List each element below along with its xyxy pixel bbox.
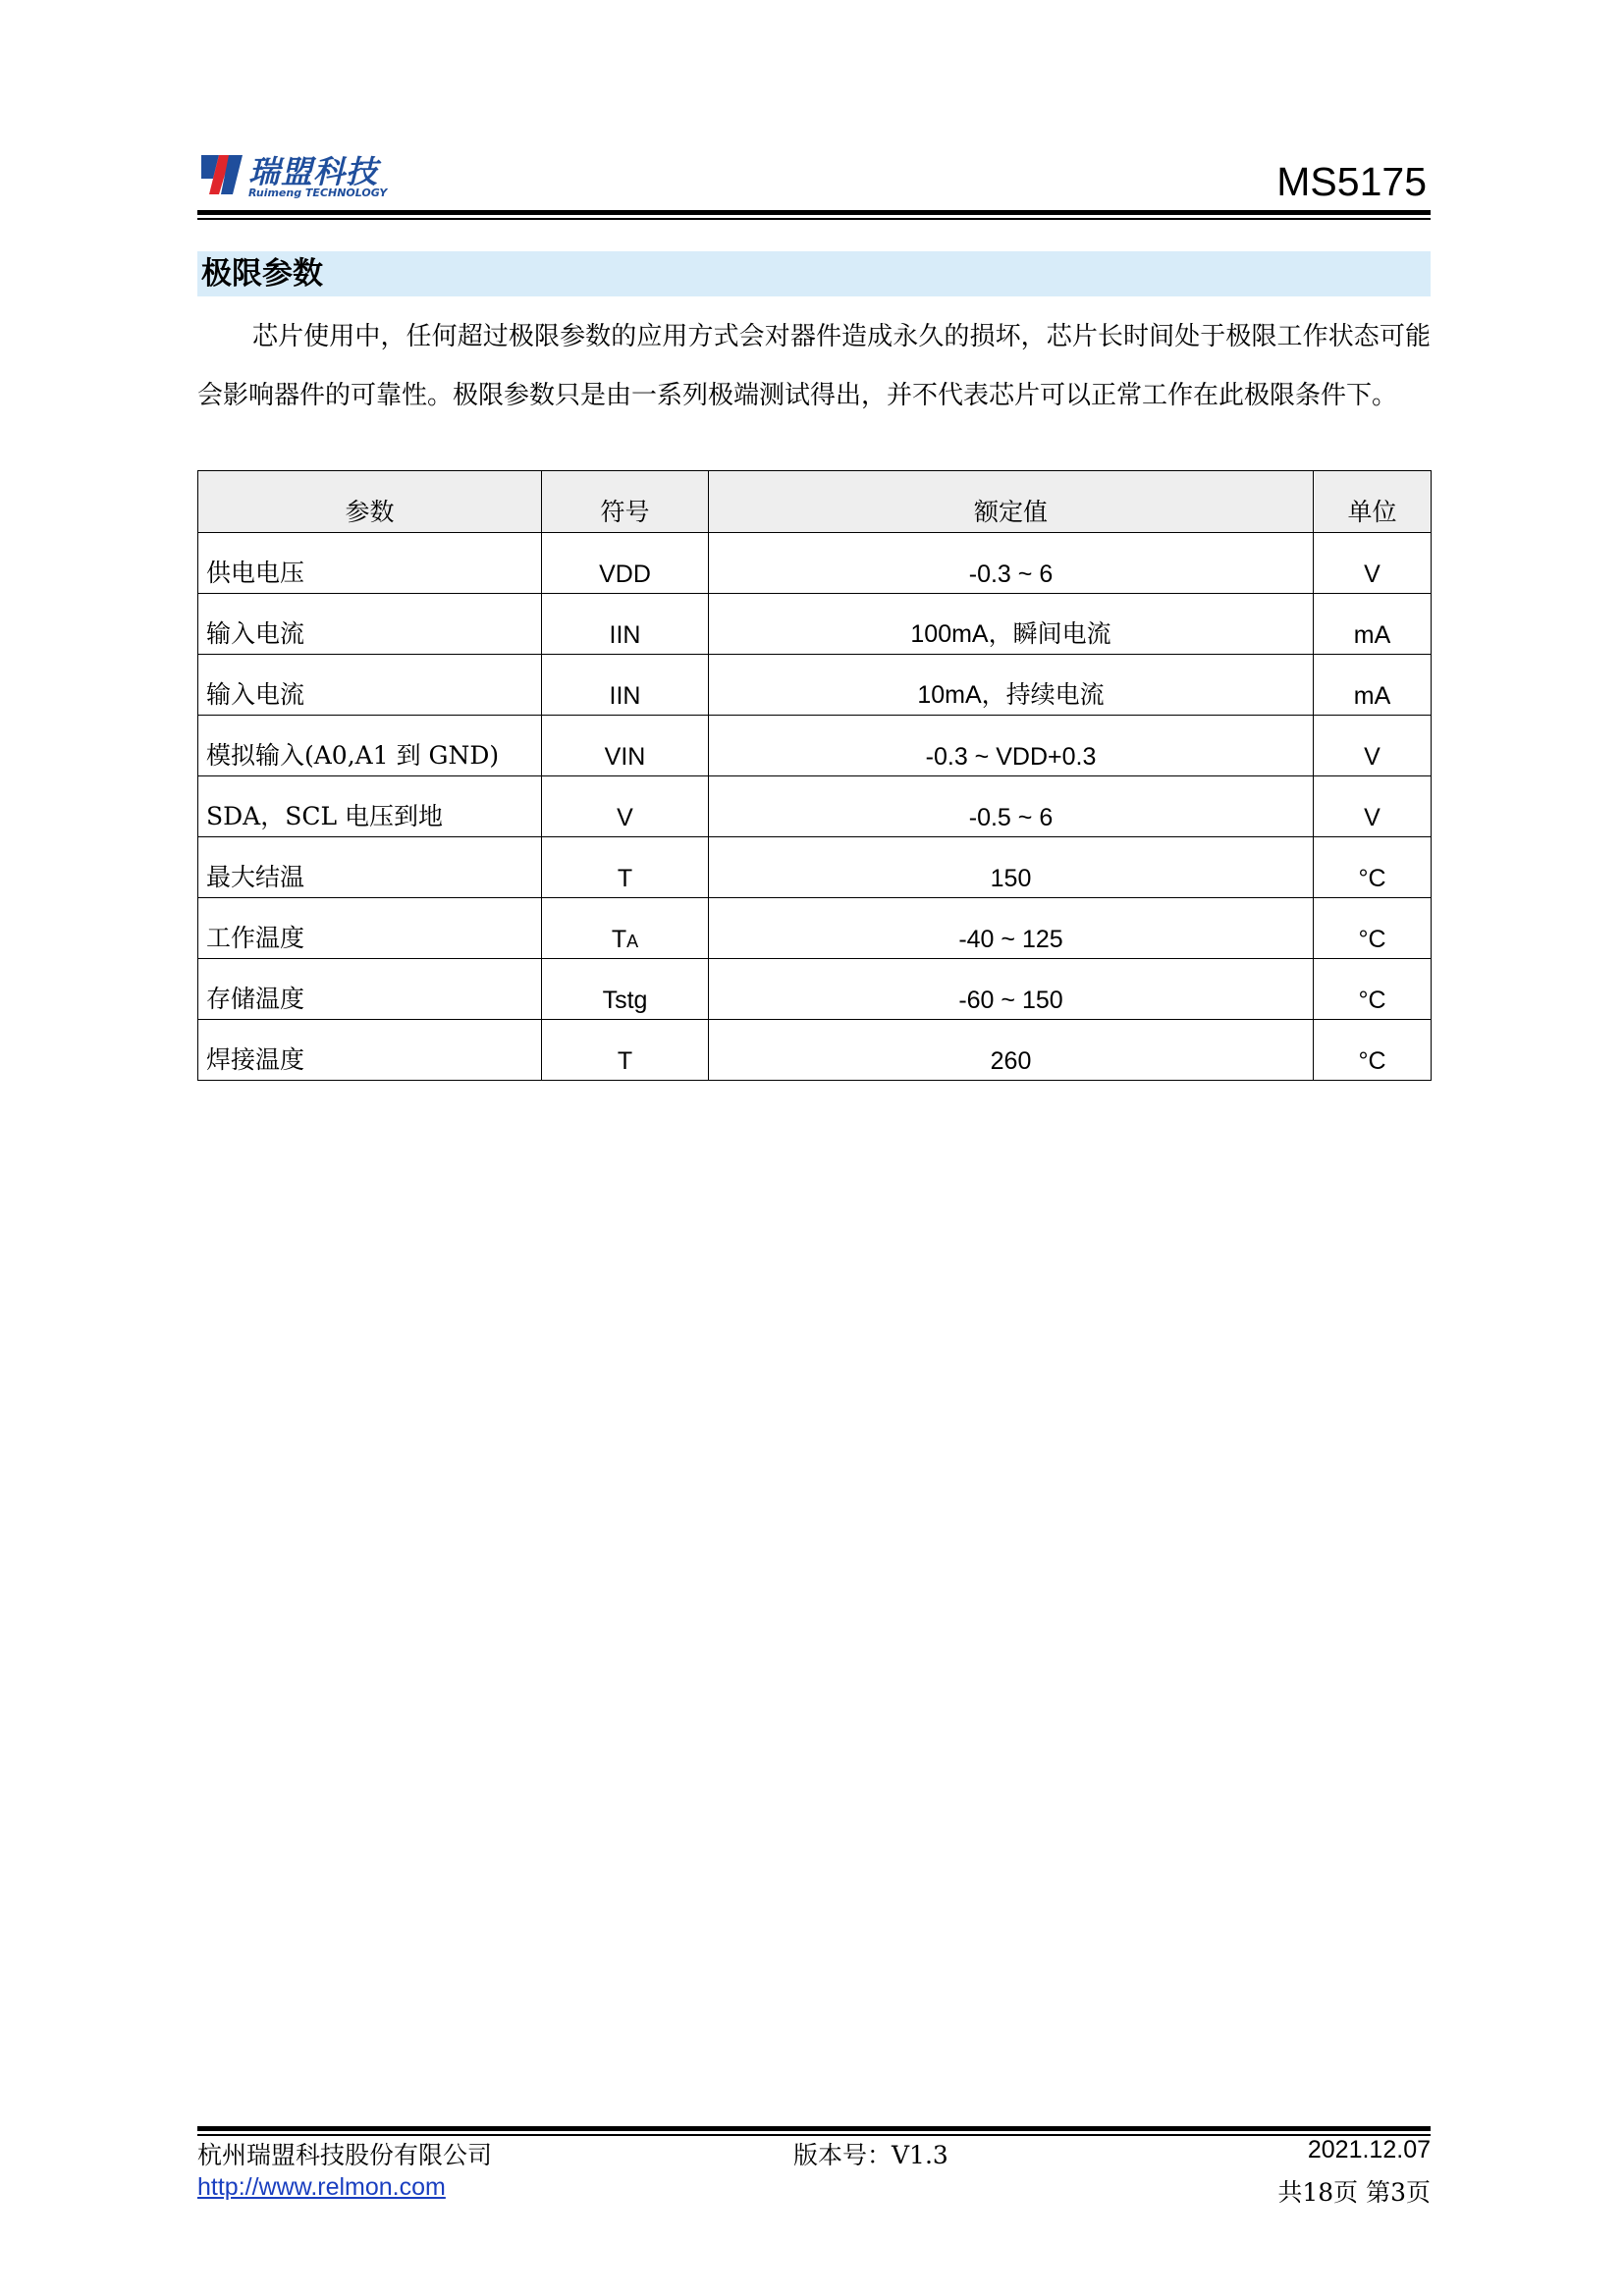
table-row (198, 716, 1432, 776)
company-logo (197, 147, 413, 202)
header-param: 参数 (198, 471, 542, 533)
table-row (198, 1020, 1432, 1081)
cell-value: -0.3 ~ VDD+0.3 (709, 716, 1314, 776)
header-rule-thick (197, 210, 1431, 215)
table-row (198, 959, 1432, 1020)
table-row (198, 533, 1432, 594)
footer-version: 版本号：V1.3 (793, 2141, 948, 2169)
absolute-max-ratings-table (197, 470, 1432, 1081)
cell-param: 模拟输入(A0,A1 到 GND) (198, 716, 542, 776)
header-value: 额定值 (709, 471, 1314, 533)
cell-param: 最大结温 (198, 837, 542, 898)
cell-param: 存储温度 (198, 959, 542, 1020)
cell-symbol: IIN (542, 594, 709, 655)
cell-param: 输入电流 (198, 594, 542, 655)
table-row (198, 655, 1432, 716)
logo-english-name: Ruimeng TECHNOLOGY (248, 187, 388, 199)
cell-param: 供电电压 (198, 533, 542, 594)
cell-param: 工作温度 (198, 898, 542, 959)
cell-unit: V (1314, 776, 1432, 837)
cell-symbol: T (542, 837, 709, 898)
section-paragraph: 芯片使用中，任何超过极限参数的应用方式会对器件造成永久的损坏，芯片长时间处于极限工作状态可能会影响器件的可靠性。极限参数只是由一系列极端测试得出，并不代表芯片可以正常工作在此极限条件下。 (197, 322, 1431, 410)
cell-param: 焊接温度 (198, 1020, 542, 1081)
cell-unit: V (1314, 533, 1432, 594)
cell-unit: °C (1314, 959, 1432, 1020)
symbol-subscript: A (626, 932, 639, 951)
table-row (198, 898, 1432, 959)
cell-symbol: IIN (542, 655, 709, 716)
footer-date: 2021.12.07 (1307, 2136, 1431, 2163)
cell-unit: °C (1314, 1020, 1432, 1081)
cell-unit: mA (1314, 594, 1432, 655)
cell-param: 输入电流 (198, 655, 542, 716)
footer-company: 杭州瑞盟科技股份有限公司 (197, 2141, 493, 2169)
table-row (198, 776, 1432, 837)
cell-unit: °C (1314, 898, 1432, 959)
cell-symbol (542, 898, 709, 959)
cell-symbol: V (542, 776, 709, 837)
cell-value: 150 (709, 837, 1314, 898)
table-row (198, 837, 1432, 898)
cell-unit: °C (1314, 837, 1432, 898)
cell-value: -40 ~ 125 (709, 898, 1314, 959)
header-symbol: 符号 (542, 471, 709, 533)
ruimeng-logo-icon (197, 149, 246, 200)
footer-website-link[interactable]: http://www.relmon.com (197, 2173, 446, 2201)
cell-value: -0.3 ~ 6 (709, 533, 1314, 594)
cell-value: 100mA，瞬间电流 (709, 594, 1314, 655)
section-title: 极限参数 (197, 251, 1431, 296)
cell-value: -60 ~ 150 (709, 959, 1314, 1020)
table-header-row (198, 471, 1432, 533)
cell-value: -0.5 ~ 6 (709, 776, 1314, 837)
cell-symbol: VDD (542, 533, 709, 594)
symbol-main: T (611, 926, 627, 953)
cell-value: 10mA，持续电流 (709, 655, 1314, 716)
cell-param: SDA，SCL 电压到地 (198, 776, 542, 837)
cell-unit: mA (1314, 655, 1432, 716)
header-rule-thin (197, 218, 1431, 220)
cell-symbol: Tstg (542, 959, 709, 1020)
cell-value: 260 (709, 1020, 1314, 1081)
footer-page-number: 共18页 第3页 (1277, 2178, 1431, 2207)
model-number: MS5175 (1276, 159, 1427, 204)
header-unit: 单位 (1314, 471, 1432, 533)
logo-chinese-name: 瑞盟科技 (248, 153, 379, 190)
cell-unit: V (1314, 716, 1432, 776)
table-row (198, 594, 1432, 655)
cell-symbol: VIN (542, 716, 709, 776)
footer-rule-thick (197, 2126, 1431, 2131)
cell-symbol: T (542, 1020, 709, 1081)
